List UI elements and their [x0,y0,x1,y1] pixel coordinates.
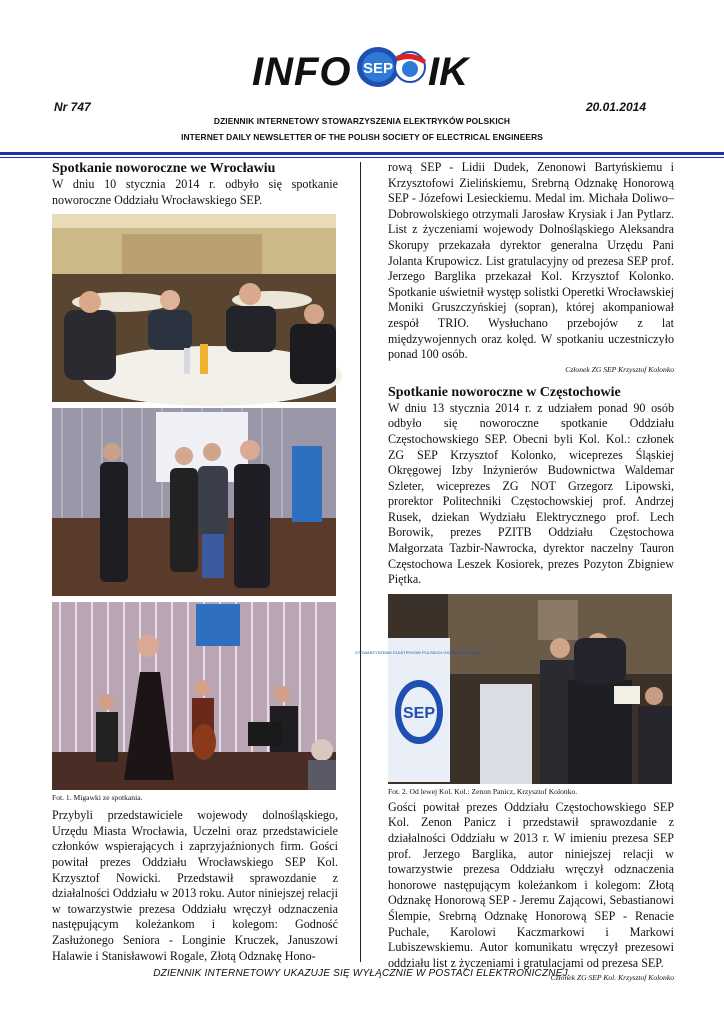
banner-text: STOWARZYSZENIE ELEKTRYKÓW POLSKICH O/CZĘSTOCHOWSKI [355,649,483,655]
header-rule-thin [0,157,724,158]
article2-credit: Członek ZG SEP Kol. Krzysztof Kolonko [550,973,674,983]
photo-banquet [52,214,336,402]
photo-award-ceremony [52,408,336,596]
photo2-caption: Fot. 2. Od lewej Kol. Kol.: Zenon Panicz, Krzysztof Kolonko. [388,786,578,796]
footer-note: DZIENNIK INTERNETOWY UKAZUJE SIĘ WYŁĄCZNIE W POSTACI ELEKTRONICZNEJ. [153,968,571,979]
issue-number: Nr 747 [54,100,91,114]
article2-body: Gości powitał prezes Oddziału Częstochowskiego SEP Kol. Zenon Panicz i przedstawił sprawozdanie z działalności Oddziału w 2013 r. W imieniu prezesa SEP prof. Jerzego Barglika, autor niniejszej relacji w towarzystwie prezesa Oddziału wręczył odznaczenia honorowe następującym koleżankom i kolegom: Złotą Odznakę Honorową SEP - Jeremu Zającowi, Sebastianowi Ślempie, Srebrną Odznakę Honorową SEP - Renacie Puchale, Karolowi Kaczmarkowi i Markowi Lubiszewskiemu. Autor komunikatu wręczył prezesowi oddziału list z życzeniami i gratulacjami od prezesa SEP. [388,799,674,970]
sep-emblem-icon [356,44,428,90]
subtitle-english: INTERNET DAILY NEWSLETTER OF THE POLISH SOCIETY OF ELECTRICAL ENGINEERS [181,132,543,142]
subtitle-polish: DZIENNIK INTERNETOWY STOWARZYSZENIA ELEKTRYKÓW POLSKICH [213,116,511,126]
article1-title: Spotkanie noworoczne we Wrocławiu [52,161,276,176]
photo1-caption: Fot. 1. Migawki ze spotkania. [52,793,143,803]
photo-czestochowa [355,594,672,784]
column-divider [360,162,361,962]
article1-credit: Członek ZG SEP Krzysztof Kolonko [565,364,674,374]
svg-text:SEP: SEP [362,60,394,77]
photo-concert [52,602,336,790]
header-rule [0,152,724,155]
svg-text:SEP: SEP [402,704,436,722]
masthead [0,38,724,98]
article1-intro: W dniu 10 stycznia 2014 r. odbyło się spotkanie noworoczne Oddziału Wrocławskiego SEP. [52,177,338,207]
logo-text-info: INFO [252,50,352,94]
article2-title: Spotkanie noworoczne w Częstochowie [388,384,621,400]
article1-body-right: rową SEP - Lidii Dudek, Zenonowi Bartyńskiemu i Krzysztofowi Zielińskiemu, Srebrną Odznakę Honorową SEP - Józefowi Lesieckiemu. Medal im. Michała Doliwo–Dobrowolskiego otrzymali Jarosław Krysiak i Jan Pytlarz. List z życzeniami wojewody Dolnośląskiego Aleksandra Skorupy przekazała dyrektor generalna Urzędu Pani Jolanta Krupowicz. List gratulacyjny od prezesa SEP prof. Jerzego Barglika przekazał Kol. Krzysztof Kolonko. Spotkanie uświetnił występ solistki Operetki Wrocławskiej Moniki Gruszczyńskiej (sopran), której akompaniował zespół TRIO. Wysłuchano przebojów z lat międzywojennych oraz kolęd. W spotkaniu uczestniczyło ponad 100 osób. [388,160,674,362]
issue-date: 20.01.2014 [585,100,646,114]
left-column [52,160,338,964]
article1-body-left: Przybyli przedstawiciele wojewody dolnośląskiego, Urzędu Miasta Wrocławia, Uczelni oraz przedstawiciele członków wspierających i zaprzyjaźnionych firm. Gości powitał prezes Oddziału Wrocławskiego SEP Kol. Krzysztof Nowicki. Przedstawił sprawozdanie z działalności Oddziału w 2013 roku. Autor niniejszej relacji w towarzystwie prezesa Oddziału wręczył odznaczenia następującym koleżankom i kolegom: Godność Zasłużonego Seniora - Longinie Kruczek, Januszowi Halawie i Stanisławowi Rogale, Złotą Odznakę Hono- [52,808,338,963]
article2-intro: W dniu 13 stycznia 2014 r. z udziałem ponad 90 osób odbyło się noworoczne spotkanie Oddziału Częstochowskiego SEP. Obecni byli Kol. Kol.: członek ZG SEP Krzysztof Kolonko, wiceprezes Śląskiej Okręgowej Izby Inżynierów Budownictwa Waldemar Szleter, wiceprezes ZG NOT Grzegorz Lipowski, prorektor Politechniki Częstochowskiej prof. Andrzej Rusek, dziekan Wydziału Elektrycznego prof. Lech Borowik, prezes PZITB Oddziału Częstochowa Małgorzata Tazbir-Nawrocka, dyrektor naczelny Tauron Częstochowa Leszek Kosiorek, prezes Pozyton Zbigniew Piętka. [388,400,674,587]
logo-text-ik: IK [428,50,468,94]
